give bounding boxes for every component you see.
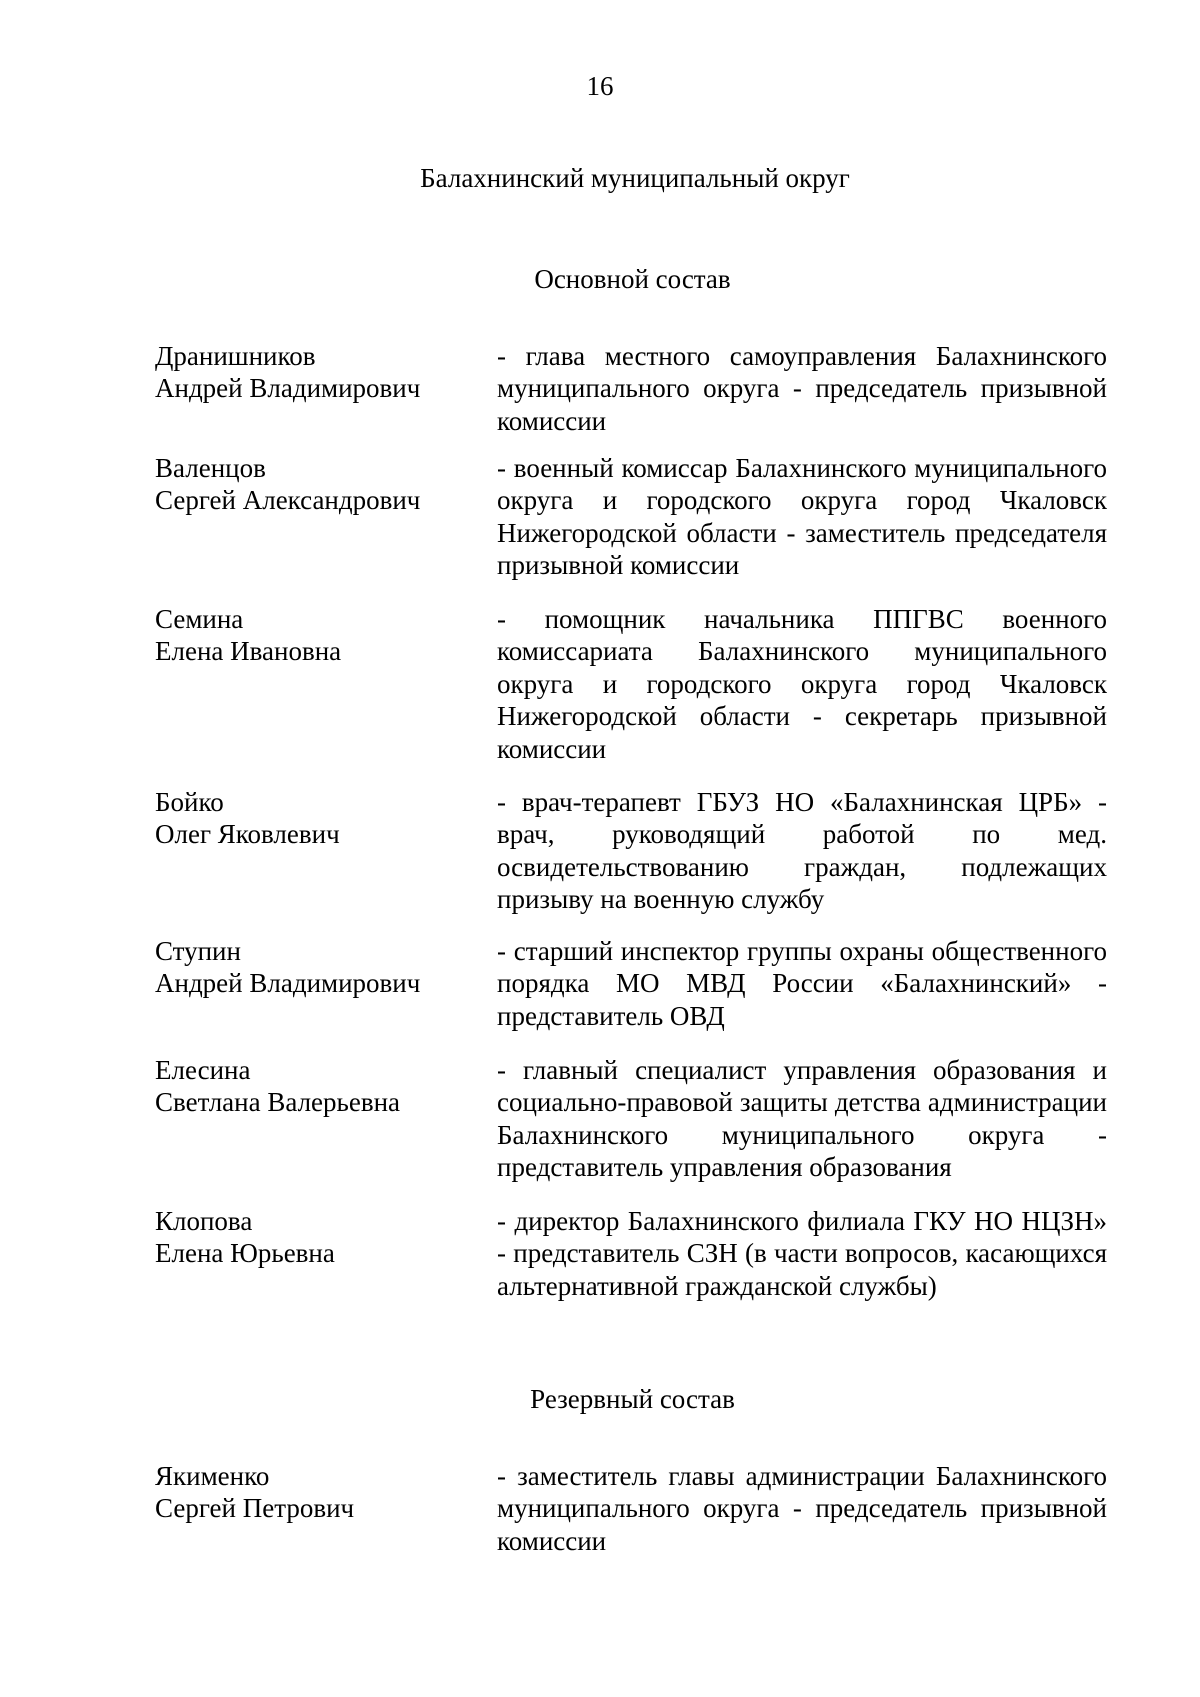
member-name bbox=[155, 1205, 485, 1269]
member-surname: Елесина bbox=[155, 1055, 251, 1085]
member-surname: Дранишников bbox=[155, 341, 316, 371]
member-given-names: Елена Ивановна bbox=[155, 636, 342, 666]
member-role: - заместитель главы администрации Балахнинского муниципального округа - председатель призывной комиссии bbox=[497, 1461, 1107, 1556]
member-role: - старший инспектор группы охраны общественного порядка МО МВД России «Балахнинский» - представитель ОВД bbox=[497, 936, 1107, 1031]
member-surname: Бойко bbox=[155, 787, 224, 817]
member-role: - глава местного самоуправления Балахнинского муниципального округа - председатель призывной комиссии bbox=[497, 341, 1107, 436]
page-number: 16 bbox=[586, 71, 614, 101]
member-role: - помощник начальника ППГВС военного комиссариата Балахнинского муниципального округа и городского округа город Чкаловск Нижегородской области - секретарь призывной комиссии bbox=[497, 604, 1107, 764]
reserve-composition-heading: Резервный состав bbox=[530, 1384, 735, 1414]
member-role: - главный специалист управления образования и социально-правовой защиты детства администрации Балахнинского муниципального округа - представитель управления образования bbox=[497, 1055, 1107, 1183]
member-surname: Валенцов bbox=[155, 453, 266, 483]
member-role: - военный комиссар Балахнинского муниципального округа и городского округа город Чкаловск Нижегородской области - заместитель председателя призывной комиссии bbox=[497, 453, 1107, 581]
member-role: - директор Балахнинского филиала ГКУ НО НЦЗН» - представитель СЗН (в части вопросов, касающихся альтернативной гражданской службы) bbox=[497, 1206, 1107, 1301]
member-surname: Семина bbox=[155, 604, 244, 634]
member-surname: Ступин bbox=[155, 936, 241, 966]
member-name bbox=[155, 786, 485, 850]
member-given-names: Елена Юрьевна bbox=[155, 1238, 335, 1268]
member-name bbox=[155, 603, 485, 667]
member-name bbox=[155, 935, 485, 999]
member-given-names: Олег Яковлевич bbox=[155, 819, 340, 849]
member-given-names: Светлана Валерьевна bbox=[155, 1087, 401, 1117]
member-name bbox=[155, 452, 485, 516]
member-name bbox=[155, 340, 485, 404]
member-surname: Якименко bbox=[155, 1461, 270, 1491]
main-composition-heading: Основной состав bbox=[534, 264, 731, 294]
member-name bbox=[155, 1460, 485, 1524]
member-given-names: Сергей Петрович bbox=[155, 1493, 355, 1523]
member-name bbox=[155, 1054, 485, 1118]
member-given-names: Андрей Владимирович bbox=[155, 968, 421, 998]
member-surname: Клопова bbox=[155, 1206, 253, 1236]
member-given-names: Сергей Александрович bbox=[155, 485, 421, 515]
member-given-names: Андрей Владимирович bbox=[155, 373, 421, 403]
district-title: Балахнинский муниципальный округ bbox=[420, 163, 850, 193]
member-role: - врач-терапевт ГБУЗ НО «Балахнинская ЦРБ» - врач, руководящий работой по мед. освидетельствованию граждан, подлежащих призыву на военную службу bbox=[497, 787, 1107, 915]
